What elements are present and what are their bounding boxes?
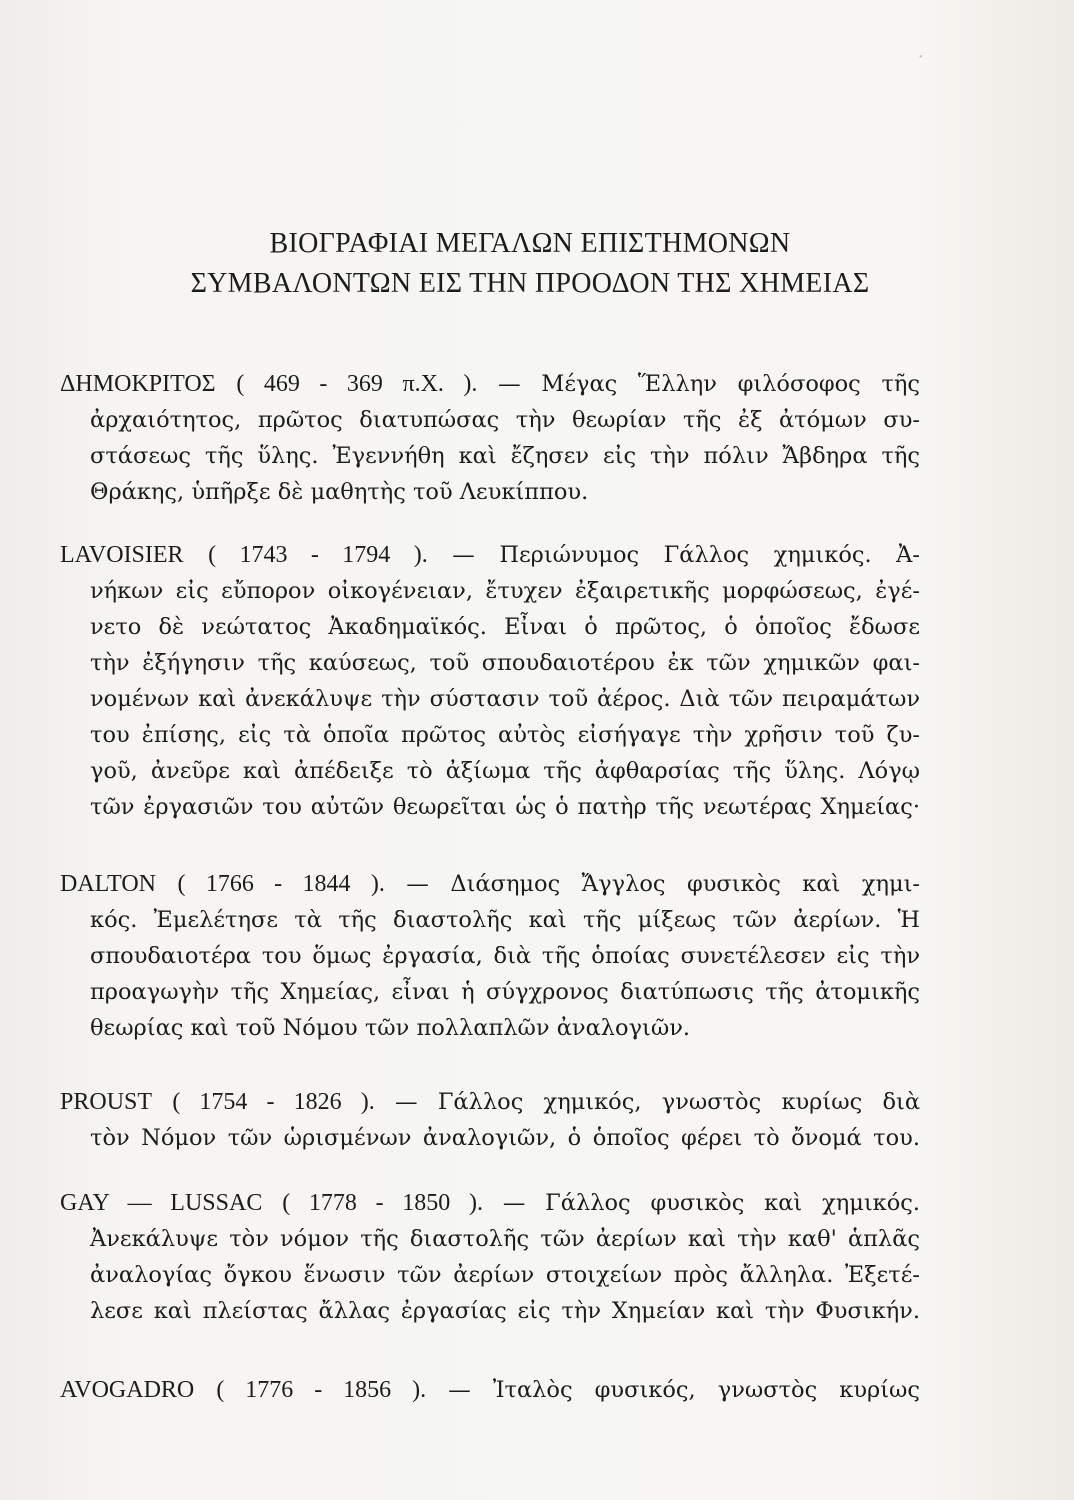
entry-text-line: θεωρίας καὶ τοῦ Νόμου τῶν πολλαπλῶν ἀναλογιῶν. [90, 1015, 691, 1041]
biography-entry-lavoisier [60, 537, 920, 825]
entry-text-line: ἀναλογίας ὄγκου ἕνωσιν τῶν ἀερίων στοιχείων πρὸς ἄλληλα. Ἐξετέ- [90, 1262, 920, 1288]
biography-entry-avogadro [60, 1372, 920, 1408]
page-title [150, 224, 910, 304]
entry-text-line: νετο δὲ νεώτατος Ἀκαδημαϊκός. Εἶναι ὁ πρῶτος, ὁ ὁποῖος ἔδωσε [90, 614, 920, 640]
scientist-dates: ( 1754 - 1826 ). [172, 1089, 375, 1115]
entry-text-line: — Ἰταλὸς φυσικός, γνωστὸς κυρίως [448, 1377, 921, 1403]
entry-text-line: τὴν ἐξήγησιν τῆς καύσεως, τοῦ σπουδαιοτέρου ἐκ τῶν χημικῶν φαι- [90, 650, 920, 676]
entry-first-line [60, 537, 920, 573]
entry-text-line: κός. Ἐμελέτησε τὰ τῆς διαστολῆς καὶ τῆς μίξεως τῶν ἀερίων. Ἡ [90, 907, 920, 933]
scientist-dates: ( 469 - 369 π.Χ. ). [236, 371, 478, 397]
entry-text-line: Ἀνεκάλυψε τὸν νόμον τῆς διαστολῆς τῶν ἀερίων καὶ τὴν καθ' ἁπλᾶς [90, 1226, 920, 1252]
scientist-name: PROUST [60, 1089, 153, 1115]
biography-entry-dalton [60, 866, 920, 1046]
biography-entry-democritus [60, 366, 920, 510]
scientist-dates: ( 1776 - 1856 ). [216, 1377, 427, 1403]
entry-text-line: Θράκης, ὑπῆρξε δὲ μαθητὴς τοῦ Λευκίππου. [90, 479, 589, 505]
scientist-name: DALTON [60, 871, 157, 897]
entry-first-line [60, 366, 920, 402]
entry-text-line: — Περιώνυμος Γάλλος χημικός. Ἀ- [452, 542, 921, 568]
title-line-1: ΒΙΟΓΡΑΦΙΑΙ ΜΕΓΑΛΩΝ ΕΠΙΣΤΗΜΟΝΩΝ [269, 228, 791, 259]
scientist-dates: ( 1778 - 1850 ). [282, 1190, 483, 1216]
entry-text-line: — Μέγας Ἕλλην φιλόσοφος τῆς [498, 371, 920, 397]
entry-text-line: — Γάλλος φυσικὸς καὶ χημικός. [502, 1190, 921, 1216]
scientist-name: AVOGADRO [60, 1377, 195, 1403]
entry-text-line: ἀρχαιότητος, πρῶτος διατυπώσας τὴν θεωρίαν τῆς ἐξ ἀτόμων συ- [90, 407, 920, 433]
bleed-through-page-number: · [917, 44, 924, 68]
scientist-name: LAVOISIER [60, 542, 184, 568]
entry-first-line [60, 1372, 920, 1408]
scientist-name: GAY — LUSSAC [60, 1190, 263, 1216]
biography-entry-gay-lussac [60, 1185, 920, 1329]
entry-text-line: — Γάλλος χημικός, γνωστὸς κυρίως διὰ [395, 1089, 921, 1115]
entry-first-line [60, 1084, 920, 1120]
entry-text-line: σπουδαιοτέρα του ὅμως ἐργασία, διὰ τῆς ὁποίας συνετέλεσεν εἰς τὴν [90, 943, 920, 969]
entry-text-line: — Διάσημος Ἄγγλος φυσικὸς καὶ χημι- [406, 871, 921, 897]
scientist-name: ΔΗΜΟΚΡΙΤΟΣ [60, 371, 216, 397]
entry-text-line: γοῦ, ἀνεῦρε καὶ ἀπέδειξε τὸ ἀξίωμα τῆς ἀφθαρσίας τῆς ὕλης. Λόγῳ [90, 758, 920, 784]
entry-text-line: λεσε καὶ πλείστας ἄλλας ἐργασίας εἰς τὴν Χημείαν καὶ τὴν Φυσικήν. [90, 1298, 920, 1324]
entry-text-line: στάσεως τῆς ὕλης. Ἐγεννήθη καὶ ἔζησεν εἰς τὴν πόλιν Ἄβδηρα τῆς [90, 443, 920, 469]
entry-text-line: τὸν Νόμον τῶν ὡρισμένων ἀναλογιῶν, ὁ ὁποῖος φέρει τὸ ὄνομά του. [90, 1125, 920, 1151]
entry-text-line: του ἐπίσης, εἰς τὰ ὁποῖα πρῶτος αὐτὸς εἰσήγαγε τὴν χρῆσιν τοῦ ζυ- [90, 722, 920, 748]
entry-text-line: νομένων καὶ ἀνεκάλυψε τὴν σύστασιν τοῦ ἀέρος. Διὰ τῶν πειραμάτων [90, 686, 920, 712]
entry-text-line: νήκων εἰς εὔπορον οἰκογένειαν, ἔτυχεν ἐξαιρετικῆς μορφώσεως, ἐγέ- [90, 578, 920, 604]
scientist-dates: ( 1766 - 1844 ). [177, 871, 385, 897]
entry-text-line: τῶν ἐργασιῶν του αὐτῶν θεωρεῖται ὡς ὁ πατὴρ τῆς νεωτέρας Χημείας· [90, 794, 920, 820]
entry-text-line: προαγωγὴν τῆς Χημείας, εἶναι ἡ σύγχρονος διατύπωσις τῆς ἀτομικῆς [90, 979, 920, 1005]
entry-first-line [60, 866, 920, 902]
scientist-dates: ( 1743 - 1794 ). [208, 542, 428, 568]
title-line-2: ΣΥΜΒΑΛΟΝΤΩΝ ΕΙΣ ΤΗΝ ΠΡΟΟΔΟΝ ΤΗΣ ΧΗΜΕΙΑΣ [190, 268, 870, 299]
entry-first-line [60, 1185, 920, 1221]
biography-entry-proust [60, 1084, 920, 1156]
